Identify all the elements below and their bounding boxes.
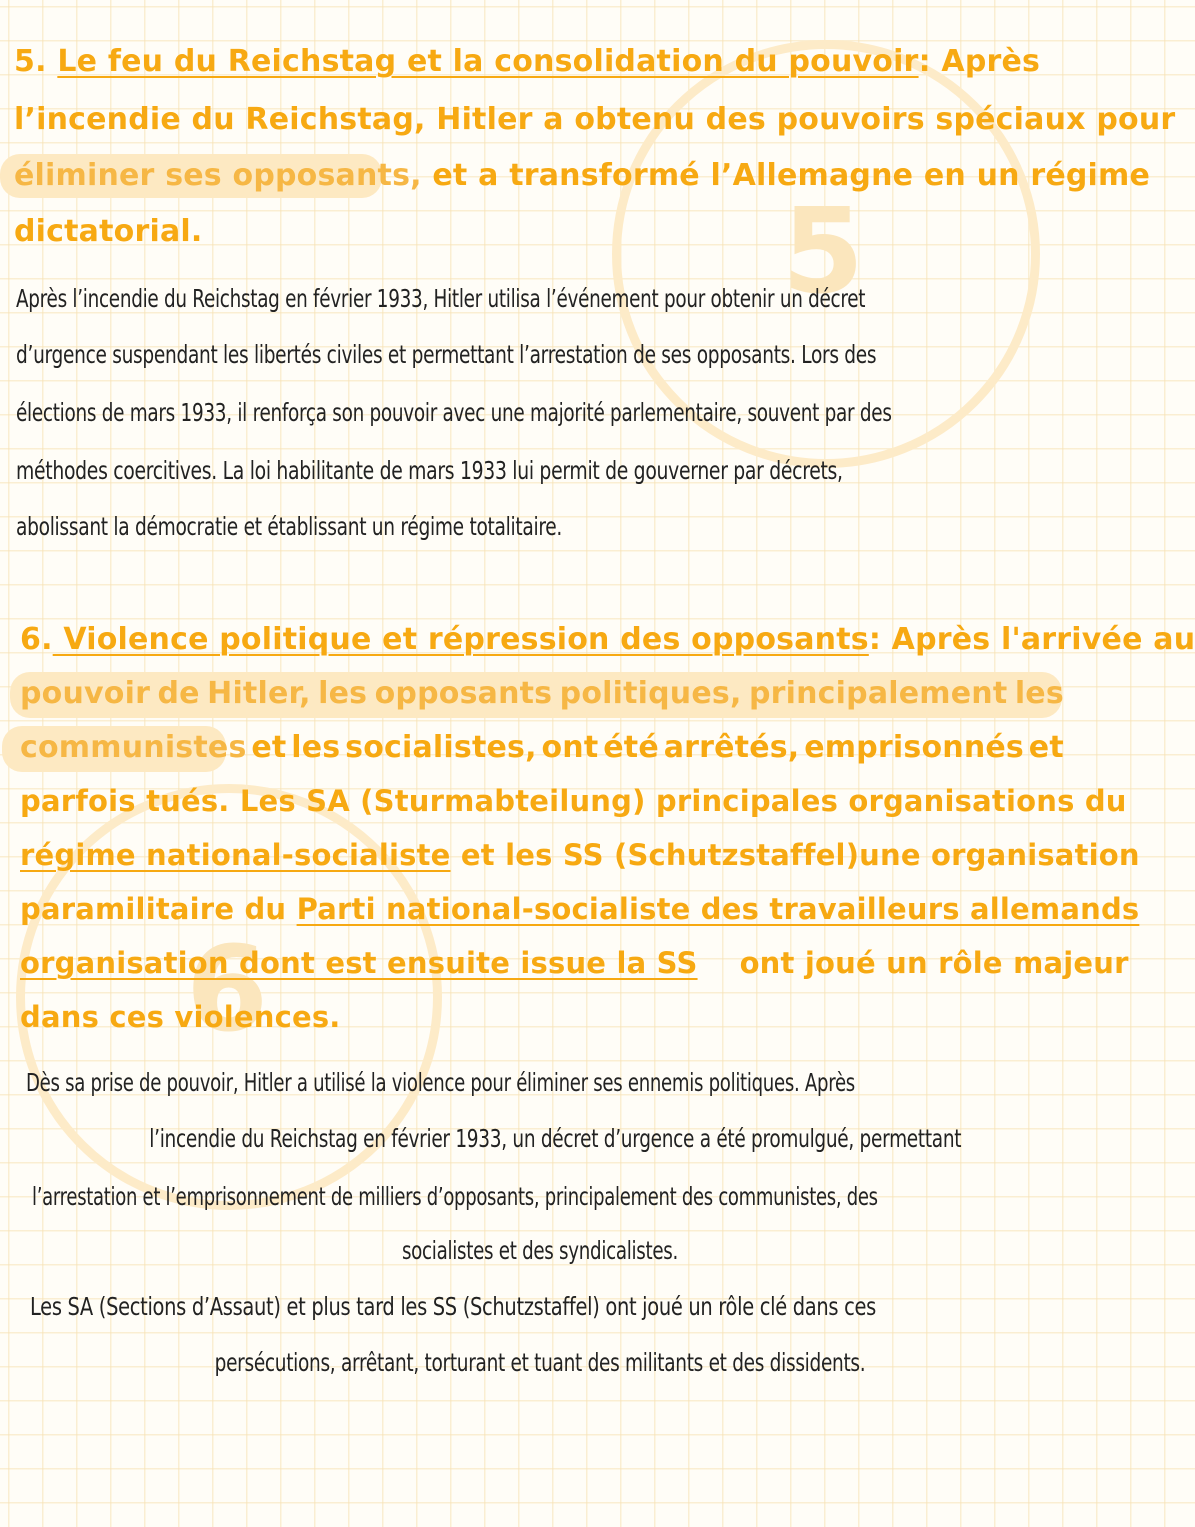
- word: et: [1028, 730, 1064, 765]
- section-5-title-tail: : Après: [918, 44, 1041, 79]
- note-line: persécutions, arrêtant, torturant et tuant des militants et des dissidents.: [214, 1348, 866, 1377]
- word: principalement: [748, 676, 1008, 711]
- section-6-heading-line-8: dans ces violences.: [20, 1000, 341, 1034]
- section-5-highlight: éliminer ses opposants,: [14, 158, 422, 193]
- section-5-heading-line-2: l’incendie du Reichstag, Hitler a obtenu des pouvoirs spéciaux pour: [14, 102, 1176, 137]
- section-6-highlight: communistes: [20, 730, 247, 765]
- section-6-heading-line-4: parfois tués. Les SA (Sturmabteilung) principales organisations du: [20, 784, 1127, 818]
- section-6-term-organisation: organisation dont est ensuite issue la SS: [20, 946, 698, 980]
- section-5-number: 5.: [14, 44, 58, 79]
- word: les: [1014, 676, 1064, 711]
- section-6-term-parti: Parti national-socialiste des travailleurs allemands: [296, 892, 1140, 926]
- section-5-heading-line-3: et a transformé l’Allemagne en un régime: [421, 158, 1151, 193]
- section-6-title: Violence politique et répression des opposants: [52, 622, 869, 657]
- section-6-term-regime: régime national-socialiste: [20, 838, 451, 872]
- note-line: abolissant la démocratie et établissant un régime totalitaire.: [16, 512, 563, 541]
- word: de: [157, 676, 200, 711]
- note-line: Dès sa prise de pouvoir, Hitler a utilisé la violence pour éliminer ses ennemis politiques. Après: [26, 1068, 855, 1097]
- section-5-title: Le feu du Reichstag et la consolidation du pouvoir: [57, 44, 919, 79]
- section-6-heading-line-7: ont joué un rôle majeur: [739, 946, 1129, 980]
- word: les: [318, 676, 368, 711]
- word: les: [291, 730, 341, 765]
- note-line: élections de mars 1933, il renforça son pouvoir avec une majorité parlementaire, souvent par des: [16, 398, 892, 427]
- word: emprisonnés: [804, 730, 1024, 765]
- note-line: méthodes coercitives. La loi habilitante de mars 1933 lui permit de gouverner par décrets,: [16, 456, 843, 485]
- section-6-number: 6.: [20, 622, 53, 657]
- section-5-badge-number: 5: [782, 182, 865, 320]
- note-line: Les SA (Sections d’Assaut) et plus tard les SS (Schutzstaffel) ont joué un rôle clé dans ces: [30, 1292, 876, 1321]
- word: été: [603, 730, 659, 765]
- word: opposants: [374, 676, 553, 711]
- note-line: d’urgence suspendant les libertés civiles et permettant l’arrestation de ses opposants. Lors des: [16, 340, 877, 369]
- word: ont: [541, 730, 599, 765]
- note-line: l’arrestation et l’emprisonnement de milliers d’opposants, principalement des communistes, des: [32, 1182, 878, 1211]
- section-6-badge-number: 6: [186, 920, 269, 1058]
- word: Hitler,: [207, 676, 311, 711]
- note-line: Après l’incendie du Reichstag en février 1933, Hitler utilisa l’événement pour obtenir un décret: [16, 284, 866, 313]
- word: politiques,: [559, 676, 742, 711]
- section-6-heading-line-5: et les SS (Schutzstaffel)une organisation: [450, 838, 1140, 872]
- section-6-title-tail: : Après l'arrivée au: [868, 622, 1195, 657]
- note-line: socialistes et des syndicalistes.: [401, 1236, 679, 1265]
- word: pouvoir: [20, 676, 151, 711]
- note-line: l’incendie du Reichstag en février 1933, un décret d’urgence a été promulgué, permettant: [149, 1124, 962, 1153]
- section-5-heading-line-4: dictatorial.: [14, 214, 203, 249]
- word: et: [251, 730, 287, 765]
- section-6-heading-line-6: paramilitaire du: [20, 892, 297, 926]
- word: arrêtés,: [663, 730, 800, 765]
- word: socialistes,: [345, 730, 537, 765]
